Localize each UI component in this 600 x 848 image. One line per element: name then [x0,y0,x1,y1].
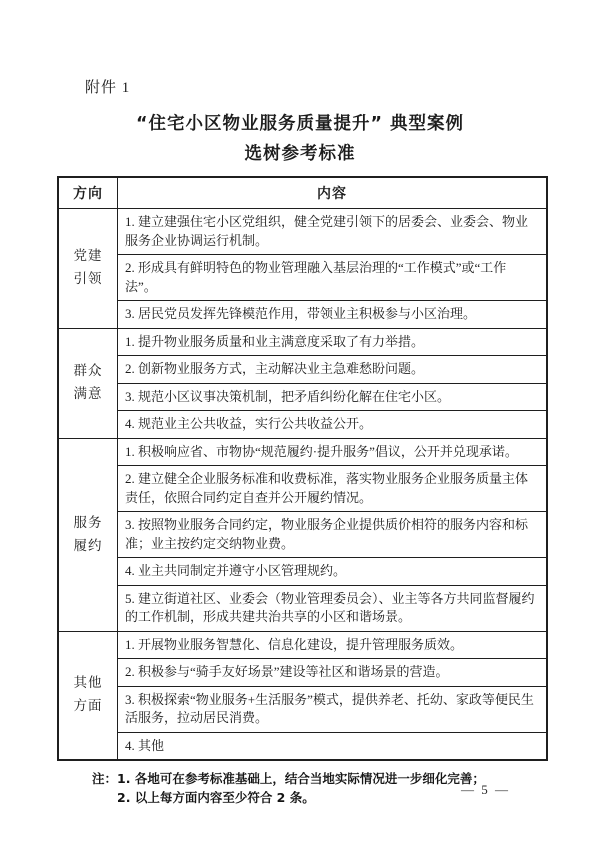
content-cell: 4. 其他 [118,732,548,760]
direction-cell-other-aspects [58,631,118,760]
table-row [58,732,547,760]
table-row [58,631,547,659]
table-row [58,466,547,512]
table-row [58,383,547,411]
notes [92,769,600,808]
table-header-row [58,177,547,209]
direction-label: 其他方面 [73,675,103,714]
content-cell: 1. 开展物业服务智慧化、信息化建设，提升管理服务质效。 [118,631,548,659]
note-line: 1. 各地可在参考标准基础上，结合当地实际情况进一步细化完善； [117,771,485,786]
content-cell: 2. 创新物业服务方式，主动解决业主急难愁盼问题。 [118,356,548,384]
direction-cell-service-performance [58,438,118,631]
content-cell: 1. 积极响应省、市物协“规范履约·提升服务”倡议，公开并兑现承诺。 [118,438,548,466]
table-row [58,255,547,301]
table-row [58,558,547,586]
direction-label: 服务履约 [73,514,103,553]
document-title-line2: 选树参考标准 [244,144,356,164]
standards-table [57,176,548,761]
content-cell: 3. 居民党员发挥先锋模范作用，带领业主积极参与小区治理。 [118,301,548,329]
content-cell: 3. 规范小区议事决策机制，把矛盾纠纷化解在住宅小区。 [118,383,548,411]
table-row [58,512,547,558]
page-number: — 5 — [461,782,510,797]
table-row [58,686,547,732]
table-row [58,301,547,329]
direction-cell-public-satisfaction [58,328,118,438]
table-row [58,209,547,255]
document-title-line1: “住宅小区物业服务质量提升” 典型案例 [135,114,465,134]
column-header-content: 内容 [118,177,548,209]
column-header-direction: 方向 [58,177,118,209]
notes-label: 注： [92,771,118,786]
content-cell: 2. 形成具有鲜明特色的物业管理融入基层治理的“工作模式”或“工作法”。 [118,255,548,301]
direction-label: 群众满意 [73,363,103,401]
content-cell: 1. 建立建强住宅小区党组织，健全党建引领下的居委会、业委会、物业服务企业协调运行机制。 [118,209,548,255]
table-row [58,411,547,439]
content-cell: 1. 提升物业服务质量和业主满意度采取了有力举措。 [118,328,548,356]
table-row [58,659,547,687]
content-cell: 4. 规范业主公共收益，实行公共收益公开。 [118,411,548,439]
note-line: 2. 以上每方面内容至少符合 2 条。 [117,790,315,806]
table-row [58,438,547,466]
content-cell: 5. 建立街道社区、业委会（物业管理委员会）、业主等各方共同监督履约的工作机制，形成共建共治共享的小区和谐场景。 [118,585,548,631]
table-row [58,328,547,356]
table-row [58,356,547,384]
table-row [58,585,547,631]
content-cell: 3. 按照物业服务合同约定，物业服务企业提供质价相符的服务内容和标准；业主按约定交纳物业费。 [118,512,548,558]
attachment-label: 附件 1 [85,80,131,96]
content-cell: 2. 积极参与“骑手友好场景”建设等社区和谐场景的营造。 [118,659,548,687]
direction-label: 党建引领 [73,248,103,287]
content-cell: 4. 业主共同制定并遵守小区管理规约。 [118,558,548,586]
content-cell: 3. 积极探索“物业服务+生活服务”模式，提供养老、托幼、家政等便民生活服务，拉动居民消费。 [118,686,548,732]
direction-cell-party-building [58,209,118,329]
content-cell: 2. 建立健全企业服务标准和收费标准，落实物业服务企业服务质量主体责任，依照合同约定自查并公开履约情况。 [118,466,548,512]
notes-lines [117,769,485,808]
